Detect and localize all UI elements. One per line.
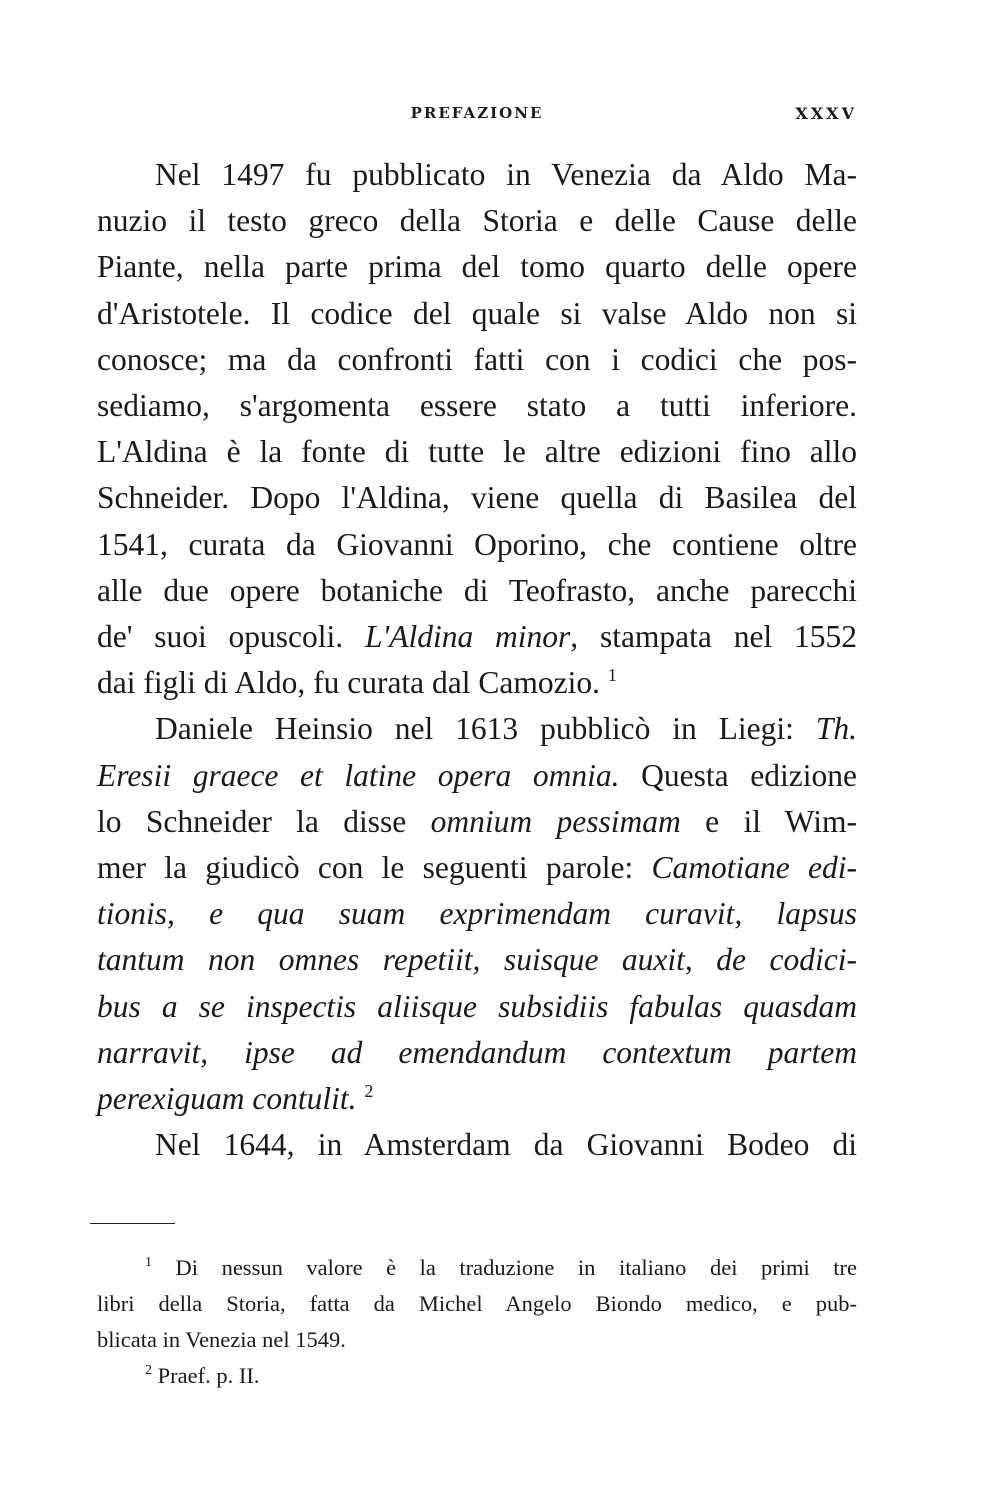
body-text (97, 152, 857, 1168)
italic-run: perexiguam contulit. (97, 1081, 357, 1117)
text-line (97, 1076, 857, 1122)
text-run: dai figli di Aldo, fu curata dal Camozio. (97, 665, 601, 701)
text-line: sediamo, s'argomenta essere stato a tutti inferiore. (97, 388, 857, 424)
text-line-italic: tionis, e qua suam exprimendam curavit, lapsus (97, 896, 857, 932)
footnote-mark: 1 (145, 1255, 152, 1270)
text-line: nuzio il testo greco della Storia e delle Cause delle (97, 203, 857, 239)
text-run: lo Schneider la disse (97, 803, 431, 839)
footnote-line: libri della Storia, fatta da Michel Angelo Biondo medico, e pub- (97, 1291, 857, 1316)
text-line: Nel 1644, in Amsterdam da Giovanni Bodeo di (155, 1127, 857, 1163)
italic-run: Th. (815, 711, 857, 747)
text-run: mer la giudicò con le seguenti parole: (97, 850, 652, 886)
italic-title: L'Aldina minor (364, 619, 571, 655)
footnote-2 (97, 1358, 857, 1394)
text-line-italic: bus a se inspectis aliisque subsidiis fabulas quasdam (97, 988, 857, 1024)
footnote-ref: 2 (364, 1081, 374, 1102)
text-run: Di nessun valore è la traduzione in italiano dei primi tre (152, 1255, 857, 1280)
text-line: alle due opere botaniche di Teofrasto, anche parecchi (97, 572, 857, 608)
paragraph-3 (97, 1122, 857, 1168)
text-run: Praef. p. II. (152, 1363, 260, 1388)
footnote-rule (90, 1223, 175, 1224)
text-run: , stampata nel 1552 (570, 619, 857, 655)
text-line-italic: narravit, ipse ad emendandum contextum partem (97, 1034, 857, 1070)
text-line: Piante, nella parte prima del tomo quarto delle opere (97, 249, 857, 285)
footnote-line: blicata in Venezia nel 1549. (97, 1327, 346, 1352)
text-line (97, 660, 857, 706)
italic-run: Eresii graece et latine opera omnia. (97, 757, 620, 793)
footnote-1 (97, 1250, 857, 1358)
paragraph-2 (97, 706, 857, 1122)
text-line: conosce; ma da confronti fatti con i codici che pos- (97, 341, 857, 377)
footnote-mark: 2 (145, 1363, 152, 1378)
text-line (97, 706, 857, 752)
text-run: e il Wim- (680, 803, 857, 839)
text-line (97, 799, 857, 845)
text-line: Nel 1497 fu pubblicato in Venezia da Aldo Ma- (155, 157, 857, 192)
text-run: Daniele Heinsio nel 1613 pubblicò in Liegi: (155, 711, 816, 747)
italic-run: omnium pessimam (430, 803, 681, 839)
text-line: L'Aldina è la fonte di tutte le altre edizioni fino allo (97, 434, 857, 470)
footnote-line (97, 1358, 857, 1394)
running-title: PREFAZIONE (410, 104, 544, 122)
page-header (97, 104, 857, 130)
footnote-line (97, 1250, 857, 1286)
footnote-ref: 1 (607, 665, 617, 686)
text-line: Schneider. Dopo l'Aldina, viene quella di Basilea del (97, 480, 857, 516)
italic-run: Camotiane edi- (651, 850, 857, 886)
footnotes (97, 1250, 857, 1394)
text-line (97, 614, 857, 660)
text-line (97, 845, 857, 891)
text-line: 1541, curata da Giovanni Oporino, che contiene oltre (97, 526, 857, 562)
text-run: de' suoi opuscoli. (97, 619, 365, 655)
paragraph-1 (97, 152, 857, 706)
text-line (97, 753, 857, 799)
text-run: Questa edizione (619, 757, 857, 793)
page-number: XXXV (795, 104, 857, 123)
text-line: d'Aristotele. Il codice del quale si valse Aldo non si (97, 295, 857, 331)
text-line-italic: tantum non omnes repetiit, suisque auxit, de codici- (97, 942, 857, 978)
